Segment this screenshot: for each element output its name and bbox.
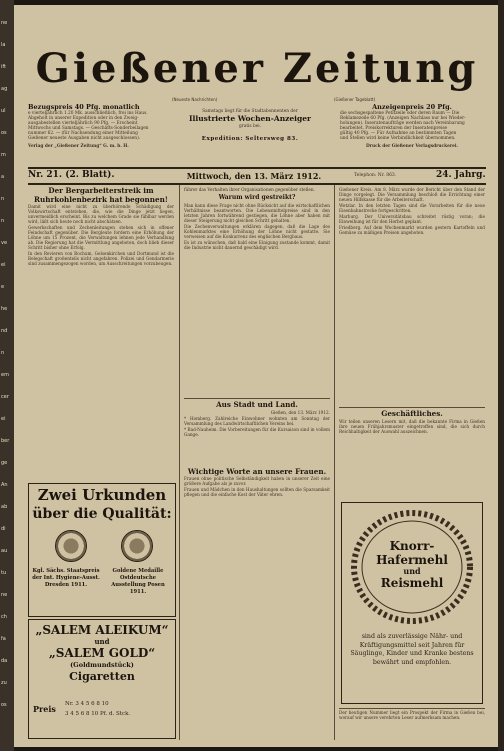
masthead-tag-left: (Neueste Nachrichten) <box>172 97 218 102</box>
masthead-center-block <box>172 109 328 144</box>
article-paragraph: Die Zechenverwaltungen erklären dagegen, daß die Lage des Kohlenmarktes eine Erhöhung der Löhne nicht gestatte. Sie verweisen auf die Konkurrenz des englischen Bergbaus. <box>184 224 330 239</box>
binder-mark: ne <box>1 20 8 26</box>
column-rule <box>179 185 180 740</box>
ad3-line3: und <box>403 566 421 576</box>
masthead-left-block <box>28 103 160 149</box>
left-line: e vierteljährlich 1.20 Mk. ausschließlich, frei ins Haus. <box>28 111 148 116</box>
binder-mark: m <box>1 152 6 158</box>
ad2-preis: Preis <box>33 704 56 714</box>
binder-strip <box>0 0 14 751</box>
right-line: und Stellen wird keine Verbindlichkeit übernommen. <box>340 136 456 142</box>
publisher-line: Verlag der „Gießener Zeitung“ G. m. b. H. <box>28 143 129 149</box>
subscription-price: Bezugspreis 40 Pfg. monatlich <box>28 103 140 111</box>
spacer <box>184 251 330 396</box>
binder-mark: n <box>1 218 5 224</box>
ad2-numbers: Nr. 3 4 5 6 8 10 <box>65 701 109 707</box>
knorr-title <box>342 539 482 590</box>
ad-knorr-hafermehl <box>341 502 483 704</box>
spacer <box>184 438 330 468</box>
ad2-line4: (Goldmundstück) <box>70 661 134 669</box>
rule <box>339 407 485 408</box>
article-paragraph: Es ist zu wünschen, daß bald eine Einigung zustande kommt, damit die Industrie nicht dauernd geschädigt wird. <box>184 240 330 250</box>
medal-icon <box>121 530 153 562</box>
binder-mark: ber <box>1 438 10 444</box>
section-dateline: Gießen, den 13. März 1912. <box>270 409 330 415</box>
right-line: gültig 40 Pfg. — Für Aufnahme an bestimmten Tagen <box>340 131 457 137</box>
right-line: holungen). Inseratenaufträge werden nach Vereinbarung <box>340 121 465 127</box>
ad2-line3: „SALEM GOLD“ <box>48 646 156 660</box>
rule <box>28 167 486 169</box>
insert-note: Der heutigen Nummer liegt ein Prospekt der Firma in Gießen bei, worauf wir unsere verehrten Leser aufmerksam machen. <box>339 710 485 720</box>
center-line: gratis bei. <box>238 124 262 130</box>
binder-mark: la <box>1 42 6 48</box>
binder-mark: em <box>1 372 9 378</box>
binder-mark: ab <box>1 504 8 510</box>
article-paragraph: Frauen ohne politische Selbständigkeit haben in unserer Zeit eine größere Aufgabe als je zuvor. <box>184 476 330 486</box>
issue-number: Nr. 21. (2. Blatt). <box>28 170 115 180</box>
binder-mark: a <box>1 174 5 180</box>
supplement-title: Illustrierte Wochen-Anzeiger <box>188 114 311 124</box>
seal-icon <box>55 530 87 562</box>
article-paragraph: Gewerkschaften und Zechenleitungen stehen sich in offener Feindschaft gegenüber. Die Bergleute fordern eine Erhöhung der Löhne um 15 Prozent, die Verwaltungen lehnen jede Verhandlung ab. Die Regierung hat die Vermittlung angeboten, doch blieb dieser Schritt bisher ohne Erfolg. <box>28 225 174 250</box>
binder-mark: n <box>1 196 5 202</box>
rule <box>184 398 330 399</box>
ad1-title1: Zwei Urkunden <box>37 486 167 504</box>
ad-zwei-urkunden <box>28 483 176 617</box>
rule <box>28 183 486 185</box>
section-heading: Wichtige Worte an unsere Frauen. <box>187 466 327 476</box>
headline-strike: Der Bergarbeiterstreik im Ruhrkohlenbezirk hat begonnen! <box>34 187 168 204</box>
binder-mark: n <box>1 350 5 356</box>
binder-mark: nd <box>1 328 8 334</box>
article-paragraph: Man kann diese Frage nicht ohne Rücksicht auf die wirtschaftlichen Verhältnisse beantworten. Die Lebensmittelpreise sind in den letzten Jahren fortwährend gestiegen, die Löhne aber haben mit dieser Steigerung nicht gleichen Schritt gehalten. <box>184 203 330 223</box>
section-heading: Geschäftliches. <box>381 409 443 418</box>
ad-salem-cigarettes <box>28 619 176 739</box>
center-line: Samstags liegt für die Stadtabonnenten der <box>202 109 298 114</box>
binder-mark: fa <box>1 636 6 642</box>
binder-mark: ul <box>1 108 6 114</box>
masthead-tag-right: (Gießener Tageblatt) <box>334 97 376 102</box>
column-2-article <box>184 187 330 739</box>
ad3-text: sind als zuverlässige Nähr- und Kräftigungsmittel seit Jahren für Säuglinge, Kinder und Kranke bestens bewährt und empfohlen. <box>350 633 474 666</box>
business-note: Wir teilen unseren Lesern mit, daß die bekannte Firma in Gießen ihre neuen Frühjahrsmuster eingetroffen sind, die sich durch Reichhaltigkeit der Auswahl auszeichnen. <box>339 418 485 434</box>
article-paragraph: führer das Verhalten ihrer Organisationen gegenüber stellen. <box>184 187 315 192</box>
subheading: Warum wird gestreikt? <box>218 194 296 201</box>
binder-mark: he <box>1 306 8 312</box>
page-edge <box>498 0 504 751</box>
right-line: Reklamezeile 60 Pfg. (Anzeigen Nachlass nur bei Wieder- <box>340 116 466 122</box>
section-heading: Aus Stadt und Land. <box>216 400 298 409</box>
ad3-line4: Reismehl <box>380 576 444 590</box>
volume-year: 24. Jahrg. <box>436 170 486 180</box>
binder-mark: os <box>1 130 7 136</box>
binder-mark: ag <box>1 86 8 92</box>
ad2-prices: 3 4 5 6 8 10 Pf. d. Stck. <box>65 711 131 717</box>
local-news: * Bad-Nauheim. Die Vorbereitungen für die Kursaison sind in vollem Gange. <box>184 426 330 437</box>
local-news: * Homberg. Zahlreiche Einwohner wohnten am Sonntag der Versammlung des Landwirtschaftlichen Vereins bei. <box>184 415 330 426</box>
article-paragraph: In den Revieren von Bochum, Gelsenkirchen und Dortmund ist die Belegschaft großenteils nicht angefahren. Polizei und Gendarmerie sind zusammengezogen worden, um Ausschreitungen vorzubeugen. <box>28 251 174 266</box>
phone: Telephon: Nr. 863. <box>354 173 397 178</box>
ad2-line2: und <box>94 637 110 646</box>
binder-mark: ve <box>1 240 8 246</box>
issue-date: Mittwoch, den 13. März 1912. <box>186 171 322 181</box>
binder-mark: da <box>1 658 8 664</box>
binder-mark: ne <box>1 592 8 598</box>
article-paragraph: Wetzlar. In den letzten Tagen sind die Vorarbeiten für die neue Eisenbahnstrecke fortgeschritten. <box>339 203 485 213</box>
binder-mark: cer <box>1 394 9 400</box>
binder-mark: An <box>1 482 8 488</box>
right-line: bearbeitet. Preiskorrekturen der Inseratenpreise <box>340 126 448 132</box>
newspaper-page <box>14 5 498 747</box>
left-line: ausgabestellen vierteljährlich 90 Pfg. — Erscheint <box>28 121 138 127</box>
ad1-award-right: Goldene Medaille Ostdeutsche Ausstellung Posen 1911. <box>111 568 165 595</box>
column-rule <box>334 185 335 740</box>
binder-mark: zu <box>1 680 7 686</box>
column-3-business <box>339 405 485 495</box>
binder-mark: e <box>1 284 5 290</box>
rule <box>339 708 485 709</box>
binder-mark: os <box>1 702 7 708</box>
article-paragraph: Gießener Kreis. Am 8. März wurde der Bericht über den Stand der Dinge vorgelegt. Die Versammlung beschloß die Errichtung einer neuen Hilfskasse für die Arbeiterschaft. <box>339 187 485 202</box>
ad3-line2: Hafermehl <box>376 553 448 567</box>
binder-mark: ch <box>1 614 7 620</box>
left-line: nummer 62. — (für Nachsendung einer Mitteilung <box>28 131 138 137</box>
binder-mark: di <box>1 526 6 532</box>
binder-mark: ift <box>1 64 7 70</box>
ad1-award-left: Kgl. Sächs. Staatspreis der Int. Hygiene-Ausst. Dresden 1911. <box>32 568 100 588</box>
column-1-article <box>28 187 174 477</box>
article-paragraph: Friedberg. Auf dem Wochenmarkt wurden gestern Kartoffeln und Gemüse zu mäßigen Preisen angeboten. <box>339 225 485 235</box>
binder-mark: ge <box>1 460 8 466</box>
binder-mark: ei <box>1 262 6 268</box>
article-paragraph: Damit wird eine nicht zu überhörende Schädigung der Volkswirtschaft entstehen, die, wie die Dinge jetzt liegen, unvermeidlich erscheint. Bis zu welchem Grade sie fühlbar werden wird, läßt sich heute noch nicht abschätzen. <box>28 204 174 224</box>
binder-mark: au <box>1 548 8 554</box>
binder-mark: ei <box>1 416 6 422</box>
ad3-line1: Knorr- <box>389 539 435 553</box>
ad2-line1: „SALEM ALEIKUM“ <box>35 623 169 637</box>
right-line: die sechsgespaltene Petitzeile oder deren Raum — Die <box>340 111 460 116</box>
column-3-footer <box>339 707 485 741</box>
article-paragraph: Frauen und Mädchen in den Haushaltungen sollten die Sparsamkeit pflegen und die einfache Kost der Väter ehren. <box>184 487 330 497</box>
ad2-line5: Cigaretten <box>69 670 135 683</box>
masthead-right-block <box>340 103 484 149</box>
ad1-title2: über die Qualität: <box>32 506 172 522</box>
binder-mark: tu <box>1 570 7 576</box>
printer-line: Druck der Gießener Verlagsdruckerei. <box>366 143 458 149</box>
left-line: Abgeholt in unserer Expedition oder in den Zweig- <box>28 116 139 122</box>
ad-price: Anzeigenpreis 20 Pfg. <box>372 103 452 111</box>
article-paragraph: Marburg. Der Universitätsbau schreitet rüstig voran; die Einweihung ist für den Herbst geplant. <box>339 214 485 224</box>
column-3-article <box>339 187 485 417</box>
masthead-title: Gießener Zeitung <box>35 45 479 92</box>
left-line: Mittwochs und Samstags. — Geschäfts-Sonderbeilagen <box>28 126 149 132</box>
left-line: Gießener neueste Ausgaben nicht ausgeschlossen). <box>28 136 141 142</box>
expedition-address: Expedition: Seltersweg 83. <box>201 136 299 143</box>
